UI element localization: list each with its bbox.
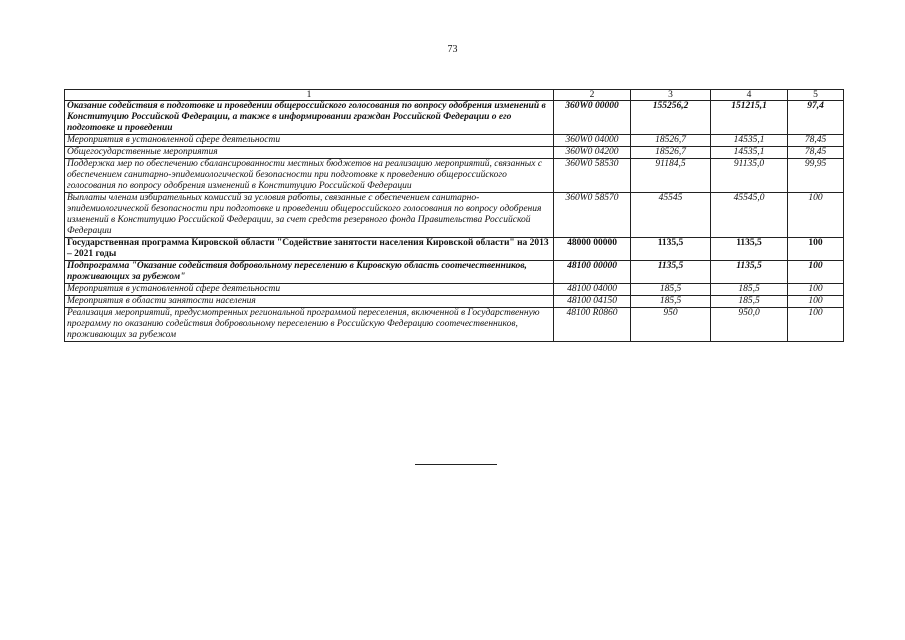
cell-pct: 97,4: [788, 101, 844, 135]
cell-pct: 78,45: [788, 147, 844, 159]
cell-name: Выплаты членам избирательных комиссий за условия работы, связанные с обеспечением санитарно-эпидемиологической безопасности при подготовке и проведении общероссийского голосования по вопросу одобрения изменений в Конституцию Российской Федерации, за счет средств резервного фонда Правительства Российской Федерации: [65, 193, 554, 238]
page-number: 73: [447, 44, 458, 55]
cell-name: Мероприятия в установленной сфере деятельности: [65, 135, 554, 147]
cell-actual: 185,5: [711, 284, 788, 296]
cell-plan: 1135,5: [631, 238, 711, 261]
table-body: [65, 101, 844, 342]
cell-name: Государственная программа Кировской области "Содействие занятости населения Кировской области" на 2013 – 2021 годы: [65, 238, 554, 261]
cell-actual: 14535,1: [711, 135, 788, 147]
cell-pct: 100: [788, 284, 844, 296]
header-col-5: 5: [788, 90, 844, 101]
table-row: [65, 135, 844, 147]
table-row: [65, 238, 844, 261]
cell-actual: 151215,1: [711, 101, 788, 135]
cell-code: 48100 04000: [554, 284, 631, 296]
cell-name: Мероприятия в области занятости населения: [65, 296, 554, 308]
cell-plan: 185,5: [631, 284, 711, 296]
table-row: [65, 284, 844, 296]
cell-name: Реализация мероприятий, предусмотренных региональной программой переселения, включенной в Государственную программу по оказанию содействия добровольному переселению в Российскую Федерацию соотечественников, проживающих за рубежом: [65, 308, 554, 342]
table-row: [65, 147, 844, 159]
table-row: [65, 193, 844, 238]
cell-name: Подпрограмма "Оказание содействия добровольному переселению в Кировскую область соотечественников, проживающих за рубежом": [65, 261, 554, 284]
cell-actual: 14535,1: [711, 147, 788, 159]
cell-actual: 1135,5: [711, 238, 788, 261]
cell-code: 360W0 04200: [554, 147, 631, 159]
cell-code: 48000 00000: [554, 238, 631, 261]
cell-actual: 185,5: [711, 296, 788, 308]
cell-pct: 100: [788, 238, 844, 261]
cell-pct: 99,95: [788, 159, 844, 193]
cell-name: Поддержка мер по обеспечению сбалансированности местных бюджетов на реализацию мероприятий, связанных с обеспечением санитарно-эпидемиологической безопасности при подготовке к проведению общероссийского голосования по вопросу одобрения изменений в Конституцию Российской Федерации: [65, 159, 554, 193]
cell-plan: 155256,2: [631, 101, 711, 135]
cell-pct: 100: [788, 296, 844, 308]
cell-name: Мероприятия в установленной сфере деятельности: [65, 284, 554, 296]
cell-code: 360W0 04000: [554, 135, 631, 147]
cell-plan: 1135,5: [631, 261, 711, 284]
table-row: [65, 159, 844, 193]
cell-actual: 950,0: [711, 308, 788, 342]
cell-code: 360W0 58530: [554, 159, 631, 193]
table-header: [65, 90, 844, 101]
cell-actual: 91135,0: [711, 159, 788, 193]
cell-pct: 100: [788, 261, 844, 284]
table-row: [65, 296, 844, 308]
cell-plan: 45545: [631, 193, 711, 238]
cell-code: 48100 R0860: [554, 308, 631, 342]
header-col-3: 3: [631, 90, 711, 101]
cell-code: 360W0 00000: [554, 101, 631, 135]
cell-name: Общегосударственные мероприятия: [65, 147, 554, 159]
cell-plan: 950: [631, 308, 711, 342]
cell-code: 48100 04150: [554, 296, 631, 308]
cell-plan: 91184,5: [631, 159, 711, 193]
header-row: [65, 90, 844, 101]
cell-pct: 78,45: [788, 135, 844, 147]
cell-name: Оказание содействия в подготовке и проведении общероссийского голосования по вопросу одобрения изменений в Конституцию Российской Федерации, а также в информировании граждан Российской Федерации о его подготовке и проведении: [65, 101, 554, 135]
footer-divider: [415, 464, 497, 465]
cell-actual: 1135,5: [711, 261, 788, 284]
cell-actual: 45545,0: [711, 193, 788, 238]
cell-plan: 185,5: [631, 296, 711, 308]
header-col-4: 4: [711, 90, 788, 101]
cell-plan: 18526,7: [631, 135, 711, 147]
cell-pct: 100: [788, 193, 844, 238]
table-row: [65, 101, 844, 135]
header-col-2: 2: [554, 90, 631, 101]
header-col-1: 1: [65, 90, 554, 101]
table-row: [65, 308, 844, 342]
budget-table: [64, 89, 844, 342]
cell-plan: 18526,7: [631, 147, 711, 159]
table-row: [65, 261, 844, 284]
cell-pct: 100: [788, 308, 844, 342]
cell-code: 360W0 58570: [554, 193, 631, 238]
cell-code: 48100 00000: [554, 261, 631, 284]
